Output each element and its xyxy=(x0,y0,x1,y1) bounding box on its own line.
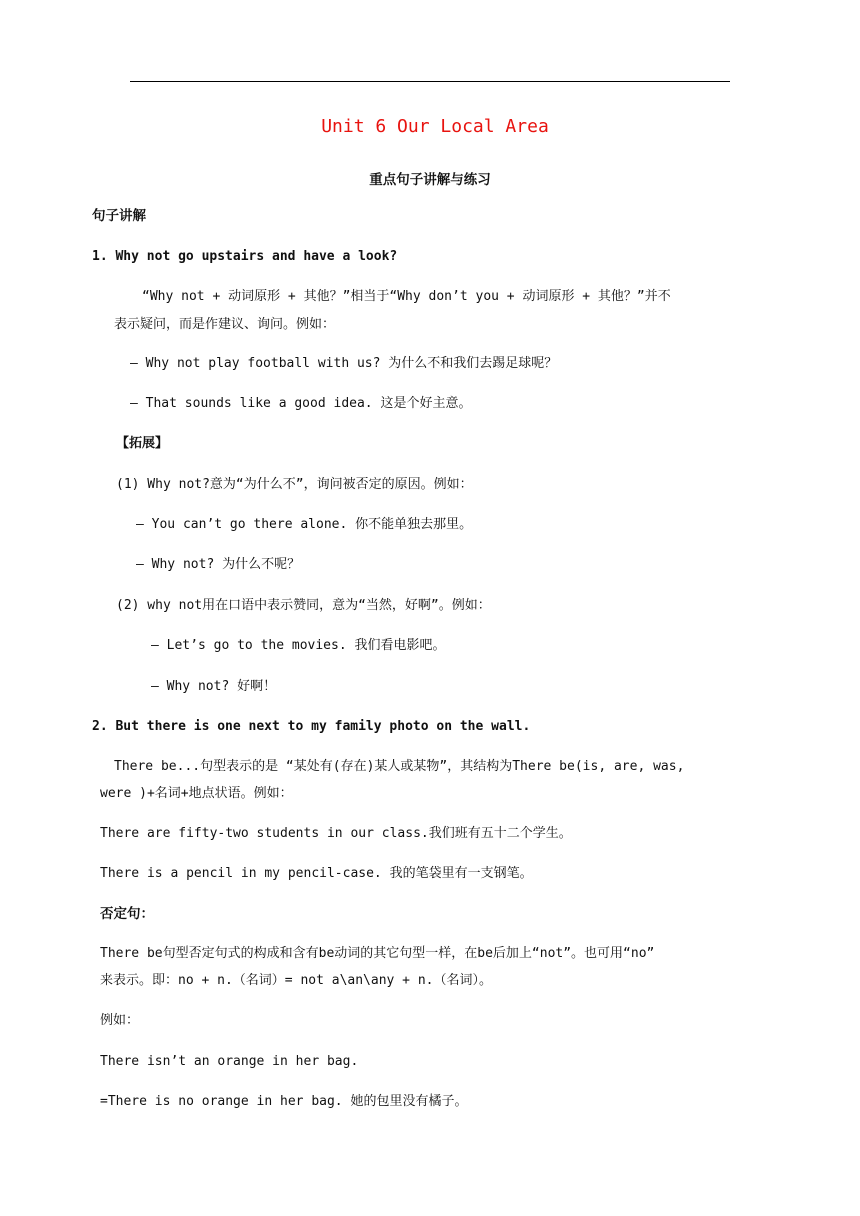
expand1-question: — You can’t go there alone. 你不能单独去那里。 xyxy=(136,517,473,532)
negative-example1: There isn’t an orange in her bag. xyxy=(100,1054,359,1069)
page-title: Unit 6 Our Local Area xyxy=(321,116,549,137)
section-heading: 句子讲解 xyxy=(92,208,146,224)
negative-heading: 否定句： xyxy=(100,906,154,922)
negative-example2: =There is no orange in her bag. 她的包里没有橘子。 xyxy=(100,1094,468,1109)
expand-label: 【拓展】 xyxy=(116,436,169,451)
expand2-text: (2) why not用在口语中表示赞同，意为“当然，好啊”。例如： xyxy=(116,598,491,613)
item1-example-question: — Why not play football with us? 为什么不和我们去踢足球呢？ xyxy=(130,356,558,371)
item1-explanation-line1: “Why not + 动词原形 + 其他？”相当于“Why don’t you + 动词原形 + 其他？”并不 xyxy=(142,289,671,304)
expand2-answer: — Why not? 好啊！ xyxy=(151,679,277,694)
item1-explanation-line2: 表示疑问，而是作建议、询问。例如： xyxy=(114,317,336,332)
item2-heading: 2. But there is one next to my family photo on the wall. xyxy=(92,719,531,734)
example-label: 例如： xyxy=(100,1013,140,1028)
negative-line2: 来表示。即：no + n.（名词）= not a\an\any + n.（名词）。 xyxy=(100,973,492,988)
item2-example2: There is a pencil in my pencil-case. 我的笔袋里有一支钢笔。 xyxy=(100,866,533,881)
item1-heading: 1. Why not go upstairs and have a look? xyxy=(92,249,398,264)
item2-explanation-line1: There be...句型表示的是 “某处有(存在)某人或某物”，其结构为There be(is, are, was, xyxy=(114,759,685,774)
expand2-question: — Let’s go to the movies. 我们看电影吧。 xyxy=(151,638,446,653)
page-subtitle: 重点句子讲解与练习 xyxy=(369,172,491,188)
item2-example1: There are fifty-two students in our class.我们班有五十二个学生。 xyxy=(100,826,572,841)
negative-line1: There be句型否定句式的构成和含有be动词的其它句型一样，在be后加上“not”。也可用“no” xyxy=(100,946,655,961)
expand1-text: (1) Why not?意为“为什么不”，询问被否定的原因。例如： xyxy=(116,477,473,492)
item2-explanation-line2: were )+名词+地点状语。例如： xyxy=(100,786,293,801)
header-rule xyxy=(130,81,730,82)
item1-example-answer: — That sounds like a good idea. 这是个好主意。 xyxy=(130,396,472,411)
expand1-answer: — Why not? 为什么不呢？ xyxy=(136,557,301,572)
